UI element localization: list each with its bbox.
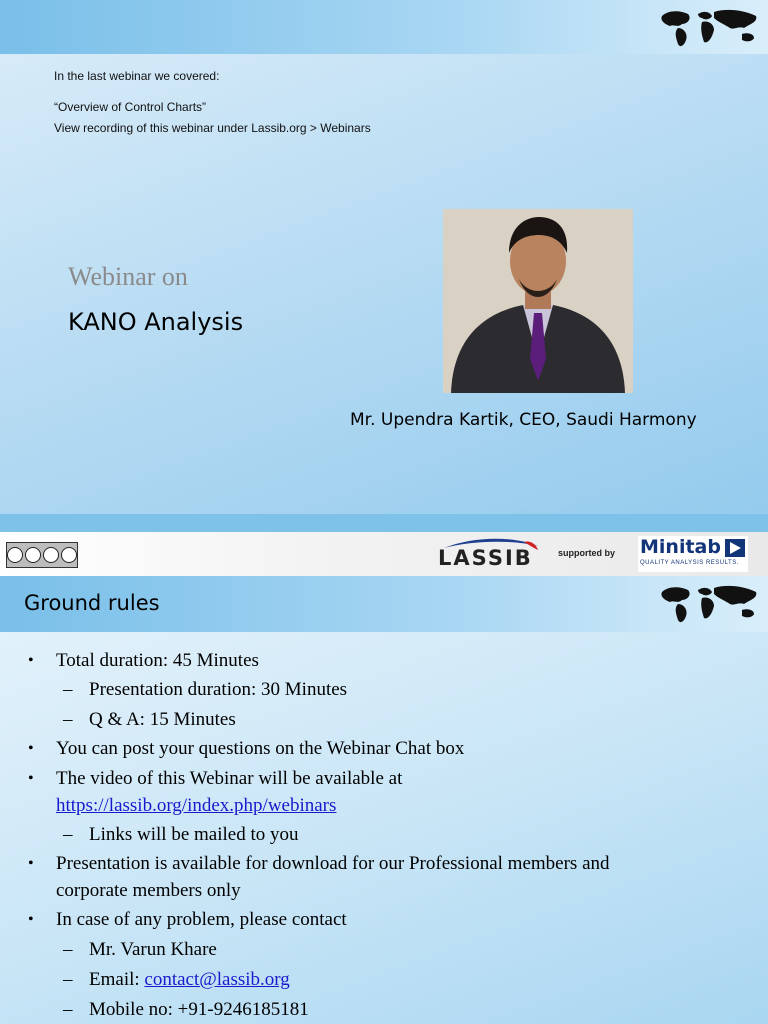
list-item: • Total duration: 45 Minutes <box>56 648 259 674</box>
list-item: – Q & A: 15 Minutes <box>89 707 236 733</box>
covered-intro: In the last webinar we covered: <box>54 69 220 83</box>
list-item: – Mr. Varun Khare <box>89 937 217 963</box>
minitab-logo <box>638 536 748 572</box>
by-circle-icon <box>25 547 41 563</box>
list-item: • In case of any problem, please contact <box>56 907 347 933</box>
list-item: • The video of this Webinar will be available at <box>56 766 402 792</box>
ground-rules-slide <box>0 576 768 1024</box>
supported-by-label: supported by <box>558 548 616 558</box>
presenter-photo <box>443 209 633 393</box>
bottom-band <box>0 514 768 532</box>
webinars-link[interactable]: https://lassib.org/index.php/webinars <box>56 795 337 816</box>
email-item <box>89 967 290 993</box>
webinar-on-label: Webinar on <box>68 262 188 291</box>
slide-title: Ground rules <box>24 591 160 615</box>
cc-circle-icon <box>7 547 23 563</box>
email-label: Email: <box>89 969 145 990</box>
sa-circle-icon <box>61 547 77 563</box>
list-item: – Mobile no: +91-9246185181 <box>89 997 309 1023</box>
email-link[interactable]: contact@lassib.org <box>144 969 290 990</box>
list-item: – Presentation duration: 30 Minutes <box>89 677 347 703</box>
list-item: – Links will be mailed to you <box>89 822 299 848</box>
world-map-icon <box>658 6 762 50</box>
world-map-icon <box>658 582 762 626</box>
minitab-logo-text: Minitab <box>640 536 721 558</box>
lassib-logo-text: LASSIB <box>438 546 533 570</box>
creative-commons-license-icon <box>6 542 78 568</box>
list-item: • You can post your questions on the Webinar Chat box <box>56 736 464 762</box>
nc-circle-icon <box>43 547 59 563</box>
webinar-topic: KANO Analysis <box>68 308 244 336</box>
minitab-tagline: QUALITY ANALYSIS RESULTS. <box>640 560 739 566</box>
presenter-portrait <box>443 209 633 393</box>
minitab-play-icon <box>725 539 745 557</box>
lassib-logo <box>434 536 544 574</box>
top-band <box>0 0 768 54</box>
presenter-caption: Mr. Upendra Kartik, CEO, Saudi Harmony <box>350 410 697 430</box>
list-item: • Presentation is available for download for our Professional members and <box>56 851 610 877</box>
slide-footer <box>0 532 768 576</box>
recording-note: View recording of this webinar under Lassib.org > Webinars <box>54 121 371 135</box>
covered-topic: “Overview of Control Charts” <box>54 100 207 114</box>
list-item-continuation: corporate members only <box>56 880 241 901</box>
